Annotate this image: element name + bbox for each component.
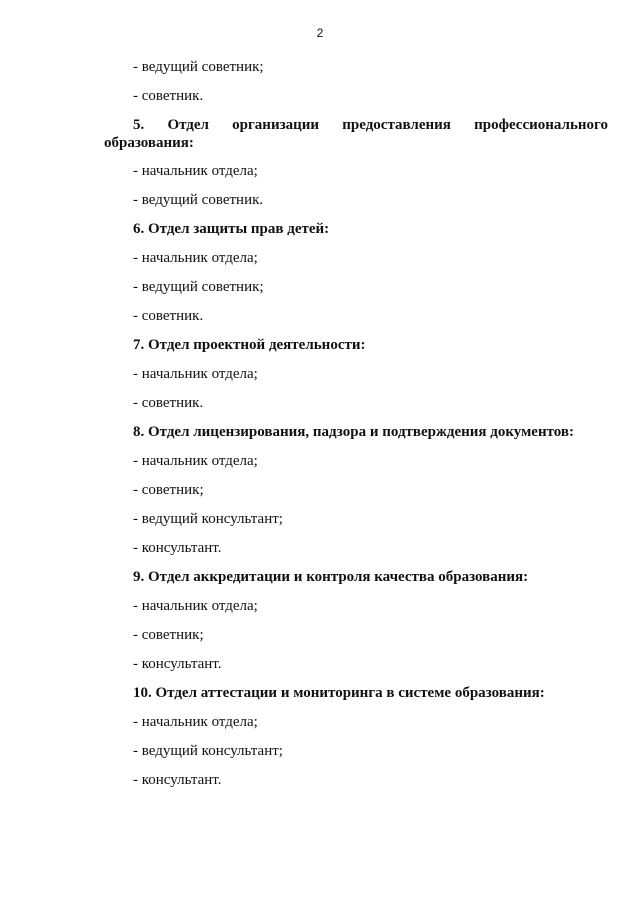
heading-word: организации <box>232 117 320 133</box>
list-item: - консультант. <box>133 656 222 672</box>
section-7-heading: 7. Отдел проектной деятельности: <box>133 337 366 353</box>
list-item: - начальник отдела; <box>133 366 258 382</box>
list-item: - ведущий консультант; <box>133 743 283 759</box>
list-item: - советник. <box>133 88 204 104</box>
list-item: - ведущий советник; <box>133 279 264 295</box>
heading-word: Отдел <box>167 117 209 133</box>
page-number: 2 <box>316 26 324 40</box>
heading-line-2: образования: <box>104 135 194 151</box>
list-item: - начальник отдела; <box>133 598 258 614</box>
section-10-heading: 10. Отдел аттестации и мониторинга в системе образования: <box>133 685 545 701</box>
section-8-heading: 8. Отдел лицензирования, падзора и подтверждения документов: <box>133 424 574 440</box>
list-item: - начальник отдела; <box>133 453 258 469</box>
list-item: - советник; <box>133 627 204 643</box>
list-item: - ведущий советник. <box>133 192 264 208</box>
heading-word: 5. <box>133 117 145 133</box>
list-item: - ведущий консультант; <box>133 511 283 527</box>
list-item: - начальник отдела; <box>133 714 258 730</box>
list-item: - ведущий советник; <box>133 59 264 75</box>
section-9-heading: 9. Отдел аккредитации и контроля качества образования: <box>133 569 529 585</box>
list-item: - консультант. <box>133 540 222 556</box>
list-item: - советник. <box>133 395 204 411</box>
section-5-heading <box>104 116 608 152</box>
list-item: - начальник отдела; <box>133 163 258 179</box>
heading-word: профессионального <box>474 117 608 133</box>
list-item: - советник. <box>133 308 204 324</box>
list-item: - начальник отдела; <box>133 250 258 266</box>
list-item: - советник; <box>133 482 204 498</box>
list-item: - консультант. <box>133 772 222 788</box>
heading-word: предоставления <box>342 117 451 133</box>
section-6-heading: 6. Отдел защиты прав детей: <box>133 221 330 237</box>
